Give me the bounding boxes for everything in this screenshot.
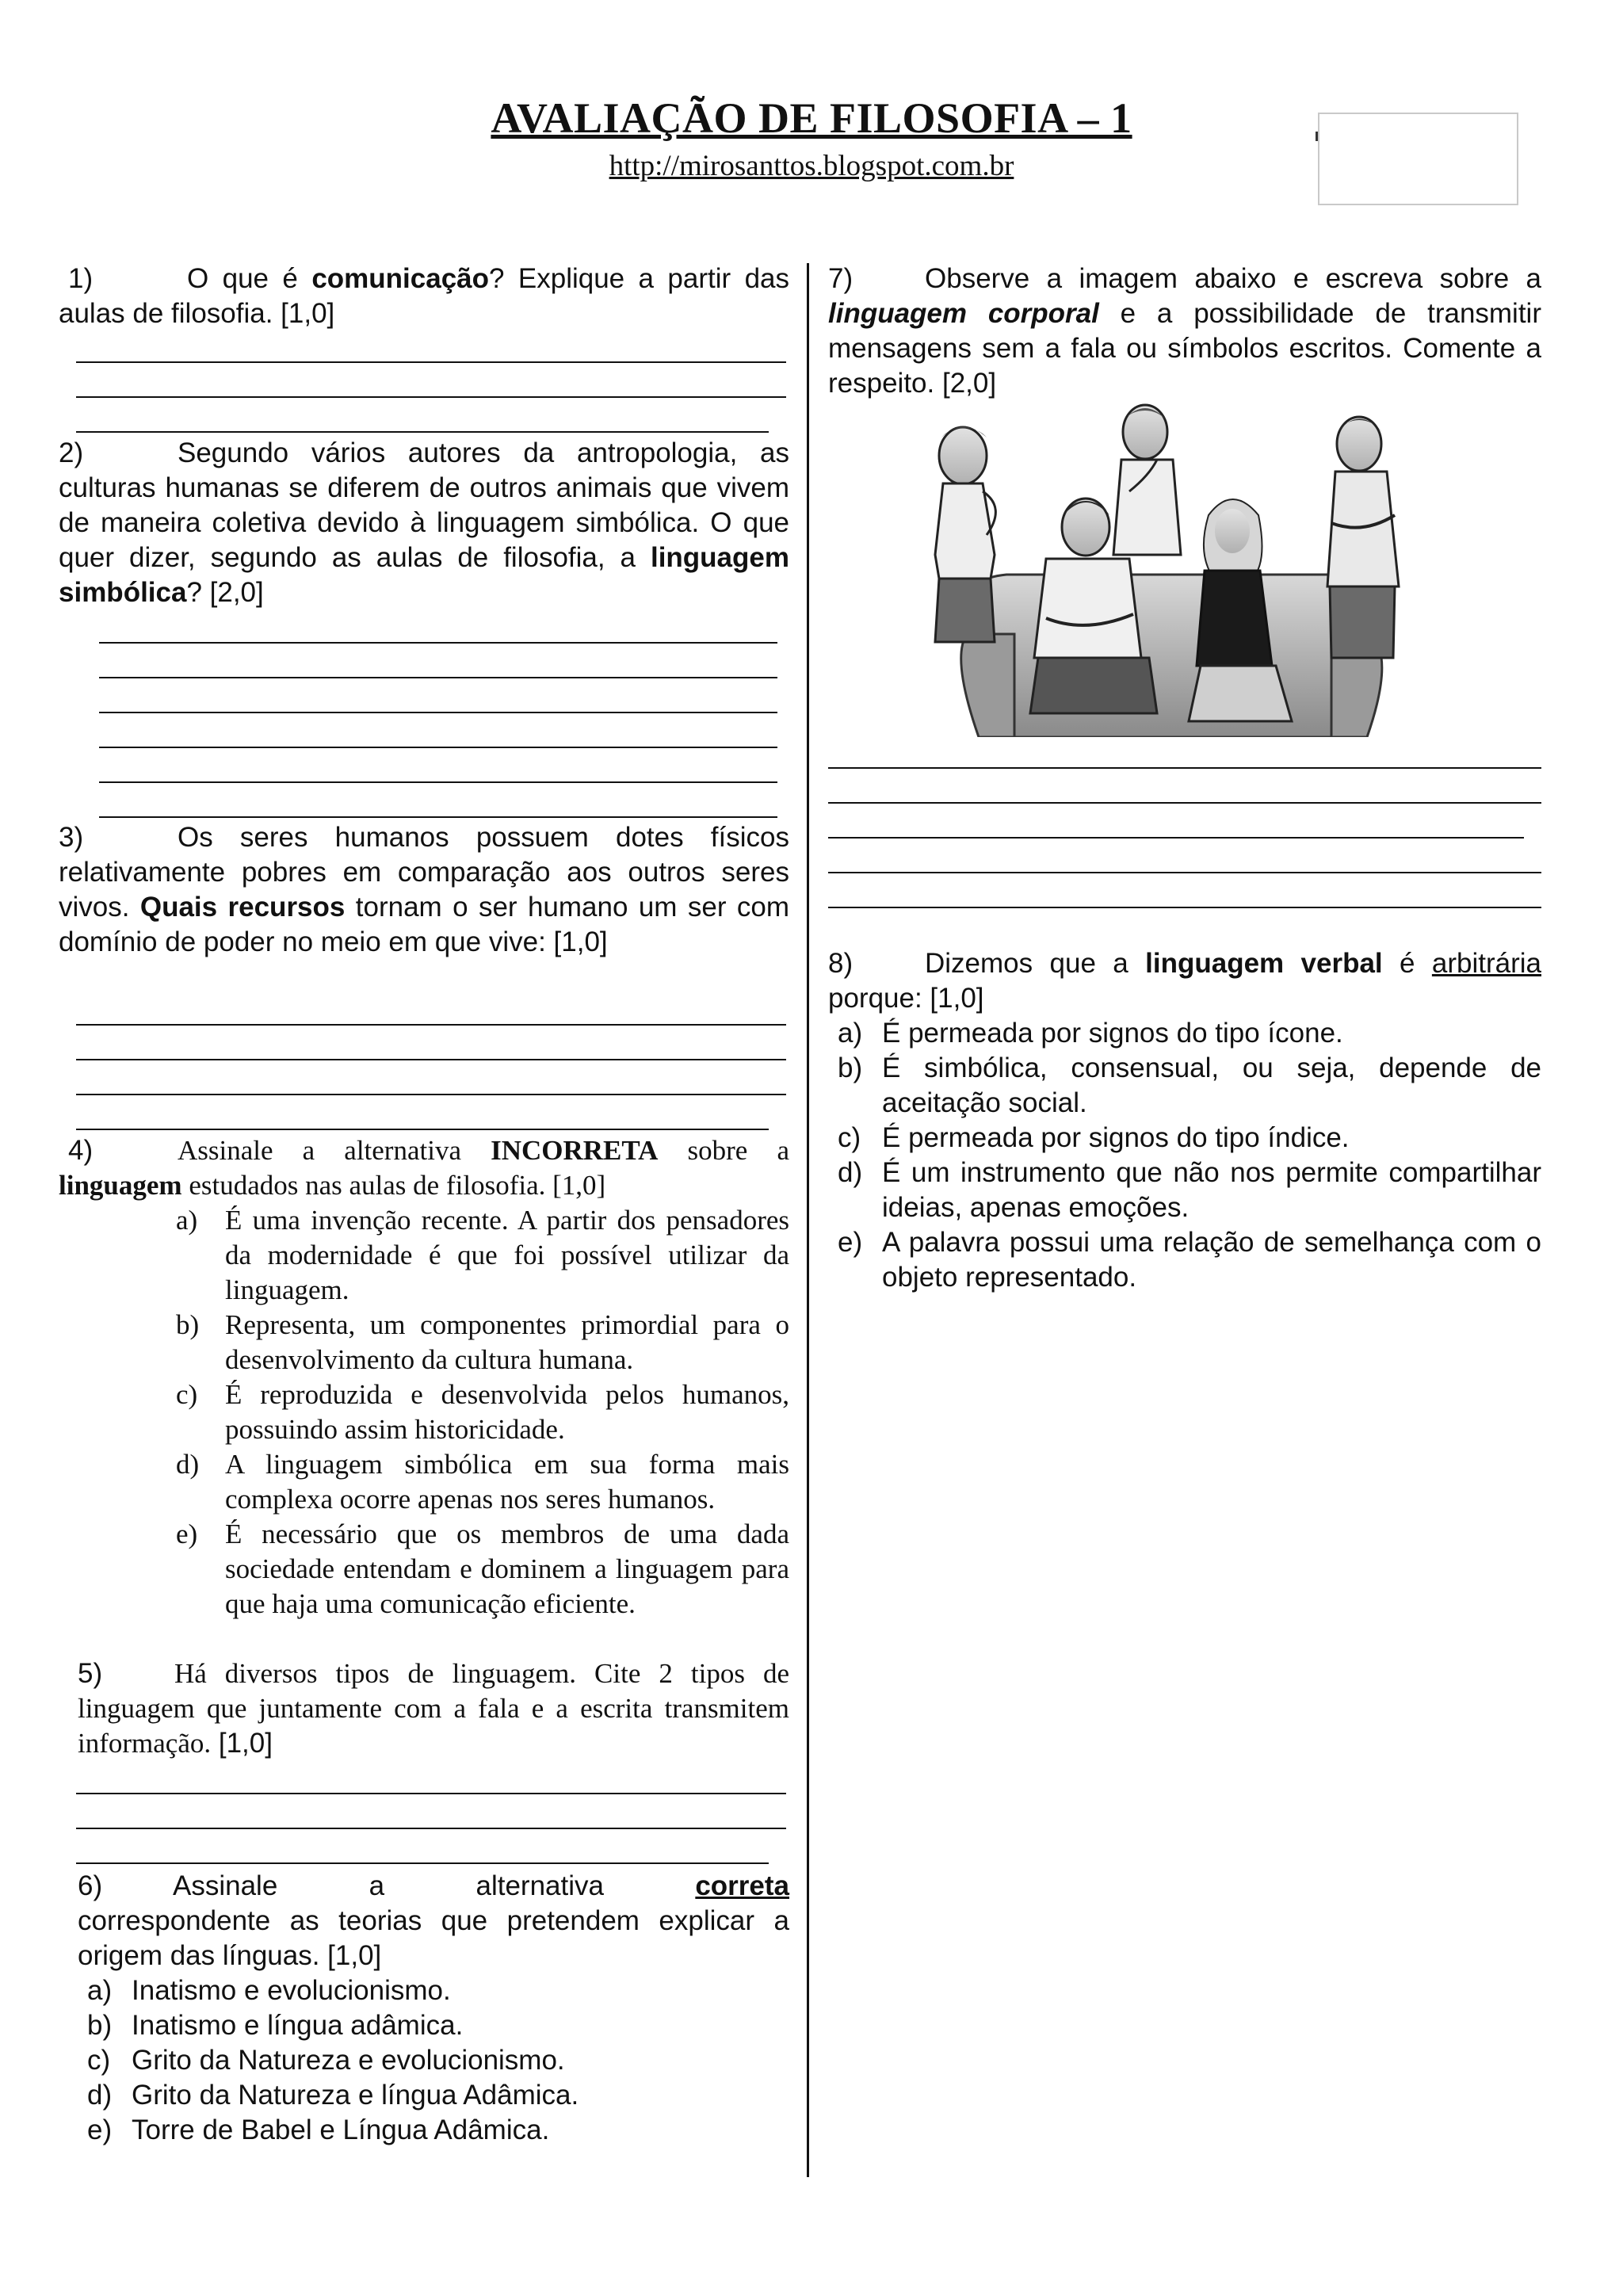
question-1 xyxy=(59,262,789,331)
question-6-options xyxy=(78,1973,789,2148)
answer-lines-2[interactable] xyxy=(99,642,777,824)
option-b[interactable] xyxy=(828,1051,1541,1121)
option-letter: c) xyxy=(87,2045,111,2076)
option-c[interactable] xyxy=(176,1377,789,1447)
grade-box-mark xyxy=(1316,132,1318,141)
option-letter: c) xyxy=(838,1122,861,1153)
question-keyword: linguagem corporal xyxy=(828,298,1099,329)
question-text: porque: [1,0] xyxy=(828,983,984,1014)
option-letter: d) xyxy=(87,2080,113,2111)
option-letter: d) xyxy=(838,1157,863,1188)
option-e[interactable] xyxy=(78,2113,789,2148)
question-text: Assinale a alternativa xyxy=(178,1135,491,1166)
question-text: Há diversos tipos de linguagem. Cite 2 tipos de linguagem que juntamente com a fala e a escrita transmitem informação. xyxy=(78,1658,789,1759)
option-a[interactable] xyxy=(828,1016,1541,1051)
option-letter: e) xyxy=(176,1519,198,1549)
question-number: 8) xyxy=(828,948,854,979)
option-e[interactable] xyxy=(176,1517,789,1622)
option-text: Torre de Babel e Língua Adâmica. xyxy=(132,2115,550,2145)
question-number: 7) xyxy=(828,263,854,294)
question-keyword: INCORRETA xyxy=(491,1135,659,1166)
option-text: É uma invenção recente. A partir dos pensadores da modernidade é que foi possível utilizar da linguagem. xyxy=(225,1205,789,1305)
answer-lines-5[interactable] xyxy=(76,1793,786,1864)
option-text: A linguagem simbólica em sua forma mais complexa ocorre apenas nos seres humanos. xyxy=(225,1449,789,1515)
answer-lines-1[interactable] xyxy=(76,361,786,433)
option-letter: a) xyxy=(838,1018,863,1049)
option-a[interactable] xyxy=(78,1973,789,2008)
option-text: É permeada por signos do tipo índice. xyxy=(882,1122,1350,1153)
question-3 xyxy=(59,820,789,960)
question-text: Os seres humanos possuem dotes físicos relativamente pobres em comparação aos outros seres vivos. xyxy=(59,822,789,923)
question-underlined-word: arbitrária xyxy=(1431,948,1541,979)
option-c[interactable] xyxy=(828,1121,1541,1156)
question-text: O que é xyxy=(187,263,312,294)
option-text: É um instrumento que não nos permite compartilhar ideias, apenas emoções. xyxy=(882,1157,1541,1223)
option-text: É reproduzida e desenvolvida pelos humanos, possuindo assim historicidade. xyxy=(225,1379,789,1445)
question-keyword: correta xyxy=(695,1870,789,1901)
question-6 xyxy=(78,1869,789,1973)
question-text: e a possibilidade de transmitir mensagens sem a fala ou símbolos escritos. Comente a respeito. [2,0] xyxy=(828,298,1541,399)
question-7 xyxy=(828,262,1541,401)
answer-lines-3[interactable] xyxy=(76,1024,786,1135)
question-number: 5) xyxy=(78,1658,103,1689)
question-keyword: comunicação xyxy=(311,263,490,294)
question-8-options xyxy=(828,1016,1541,1295)
question-text: correspondente as teorias que pretendem explicar a origem das línguas. [1,0] xyxy=(78,1905,789,1971)
question-keyword: Quais recursos xyxy=(139,892,346,923)
question-points: [1,0] xyxy=(211,1728,273,1759)
question-text: Segundo vários autores da antropologia, as culturas humanas se diferem de outros animais que vivem de maneira coletiva devido à linguagem simbólica. O que quer dizer, segundo as aulas de filosofia, a xyxy=(59,437,789,573)
question-text: sobre a xyxy=(658,1135,789,1166)
option-letter: b) xyxy=(838,1052,863,1083)
question-number: 6) xyxy=(78,1870,103,1901)
body-language-illustration xyxy=(919,396,1419,737)
question-text: ? [2,0] xyxy=(186,577,264,608)
option-b[interactable] xyxy=(78,2008,789,2043)
blog-url[interactable]: http://mirosanttos.blogspot.com.br xyxy=(609,150,1014,182)
option-text: Inatismo e língua adâmica. xyxy=(132,2010,464,2041)
grade-box[interactable] xyxy=(1318,113,1518,205)
option-text: É necessário que os membros de uma dada sociedade entendam e dominem a linguagem para que haja uma comunicação eficiente. xyxy=(225,1519,789,1619)
option-letter: a) xyxy=(176,1205,198,1236)
question-8 xyxy=(828,946,1541,1016)
question-keyword: linguagem xyxy=(59,1170,182,1201)
option-d[interactable] xyxy=(828,1156,1541,1225)
question-text: estudados nas aulas de filosofia. [1,0] xyxy=(181,1170,606,1201)
question-4 xyxy=(59,1133,789,1203)
option-text: Representa, um componentes primordial para o desenvolvimento da cultura humana. xyxy=(225,1309,789,1375)
question-5 xyxy=(78,1656,789,1761)
column-divider xyxy=(807,263,809,2177)
question-text: Observe a imagem abaixo e escreva sobre a xyxy=(925,263,1541,294)
option-text: É simbólica, consensual, ou seja, depende de aceitação social. xyxy=(882,1052,1541,1118)
option-e[interactable] xyxy=(828,1225,1541,1295)
option-letter: d) xyxy=(176,1449,200,1480)
question-4-options xyxy=(176,1203,789,1622)
question-number: 1) xyxy=(68,263,94,294)
option-c[interactable] xyxy=(78,2043,789,2078)
option-letter: a) xyxy=(87,1975,113,2006)
question-2 xyxy=(59,436,789,610)
option-text: É permeada por signos do tipo ícone. xyxy=(882,1018,1343,1049)
answer-lines-7[interactable] xyxy=(828,767,1541,910)
option-d[interactable] xyxy=(176,1447,789,1517)
question-number: 2) xyxy=(59,437,84,468)
option-text: Inatismo e evolucionismo. xyxy=(132,1975,451,2006)
option-letter: e) xyxy=(87,2115,113,2145)
option-a[interactable] xyxy=(176,1203,789,1308)
question-text: Assinale a alternativa xyxy=(173,1870,696,1901)
question-keyword: linguagem simbólica xyxy=(59,542,789,608)
option-d[interactable] xyxy=(78,2078,789,2113)
option-letter: c) xyxy=(176,1379,198,1410)
page-title: AVALIAÇÃO DE FILOSOFIA – 1 xyxy=(491,94,1132,142)
question-number: 3) xyxy=(59,822,84,853)
option-letter: b) xyxy=(87,2010,113,2041)
question-text: tornam o ser humano um ser com domínio de poder no meio em que vive: [1,0] xyxy=(59,892,789,957)
option-text: A palavra possui uma relação de semelhança com o objeto representado. xyxy=(882,1227,1541,1293)
question-text: Dizemos que a xyxy=(925,948,1146,979)
option-letter: b) xyxy=(176,1309,200,1340)
question-number: 4) xyxy=(68,1135,94,1166)
option-b[interactable] xyxy=(176,1308,789,1377)
option-letter: e) xyxy=(838,1227,863,1258)
question-keyword: linguagem verbal xyxy=(1145,948,1383,979)
question-text: é xyxy=(1382,948,1432,979)
option-text: Grito da Natureza e língua Adâmica. xyxy=(132,2080,579,2111)
question-text: ? Explique a partir das aulas de filosofia. [1,0] xyxy=(59,263,789,329)
option-text: Grito da Natureza e evolucionismo. xyxy=(132,2045,565,2076)
